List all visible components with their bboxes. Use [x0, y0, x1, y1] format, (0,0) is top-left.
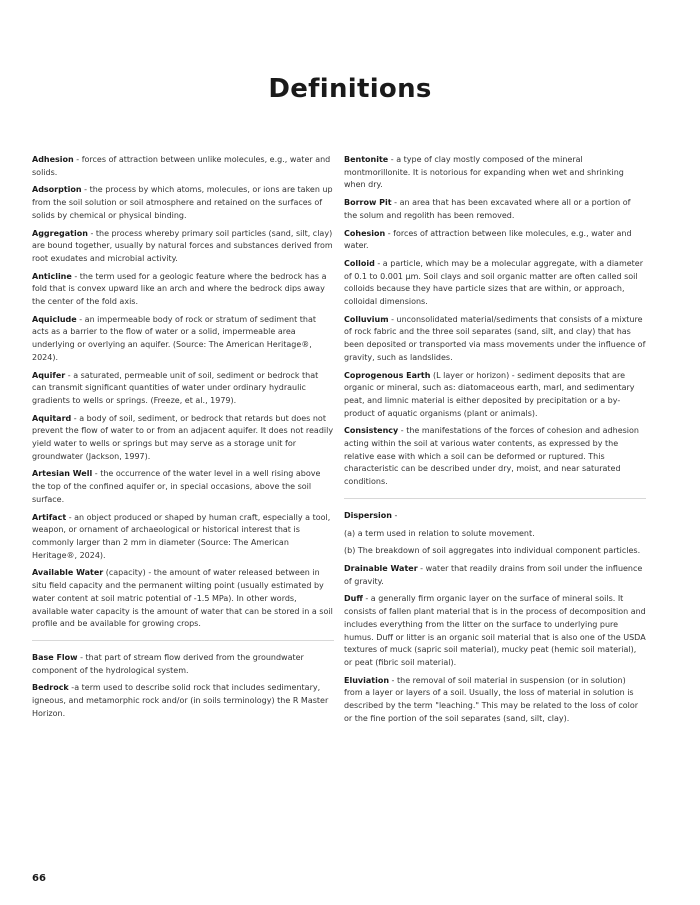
- definition-text: - the process whereby primary soil particles (sand, silt, clay) are bound together, usually by natural forces and substances derived from root exudates and microbial activity.: [32, 228, 333, 263]
- definition-text: - the process by which atoms, molecules, or ions are taken up from the soil solution or soil atmosphere and retained on the surfaces of solids by chemical or physical binding.: [32, 185, 333, 220]
- definition-entry: [32, 228, 334, 266]
- definition-term: Duff: [344, 594, 363, 604]
- definition-text: - water that readily drains from soil under the influence of gravity.: [344, 563, 643, 586]
- definition-term: Bentonite: [344, 155, 389, 164]
- definition-text: -a term used to describe solid rock that includes sedimentary, igneous, and metamorphic rock and/or (in soils terminology) the R Master Horizon.: [32, 683, 329, 718]
- definition-entry: [344, 425, 646, 489]
- definition-term: Bedrock: [32, 683, 69, 693]
- definition-term: Adsorption: [32, 185, 82, 195]
- definition-entry: [344, 314, 646, 365]
- definition-text: - the manifestations of the forces of cohesion and adhesion acting within the soil at various water contents, as expressed by the relative ease with which a soil can be deformed or ruptured. This characteristic can be described under dry, moist, and near saturated conditions.: [344, 426, 639, 487]
- definition-term: Artesian Well: [32, 469, 93, 479]
- definition-text: - that part of stream flow derived from the groundwater component of the hydrological system.: [32, 652, 304, 675]
- definition-text: - an impermeable body of rock or stratum of sediment that acts as a barrier to the flow of water or a solid, impermeable area underlying or overlying an aquifer. (Source: The American Heritage®, 2024).: [32, 314, 317, 362]
- definition-text: - a body of soil, sediment, or bedrock that retards but does not prevent the flow of water to or from an adjacent aquifer. It does not readily yield water to wells or springs but may serve as a storage unit for groundwater (Jackson, 1997).: [32, 413, 334, 461]
- definition-entry: [32, 468, 334, 506]
- definition-text: - the removal of soil material in suspension (or in solution) from a layer or layers of a soil. Usually, the loss of material in solution is described by the term "leaching." This may be related to the loss of color or the fine portion of the soil separates (sand, silt, clay).: [344, 675, 639, 723]
- definition-term: Artifact: [32, 512, 67, 522]
- definition-text: -: [391, 510, 398, 520]
- left-entries: [32, 154, 334, 631]
- definition-term: Base Flow: [32, 652, 78, 662]
- definition-entry: [344, 154, 646, 192]
- definition-term: Aquiclude: [32, 314, 77, 324]
- right-column: [344, 154, 646, 730]
- definition-entry: [344, 197, 646, 222]
- definition-entry: [32, 652, 334, 677]
- definition-term: Drainable Water: [344, 563, 418, 573]
- definition-text: (L layer or horizon) - sediment deposits that are organic or mineral, such as: diatomaceous earth, marl, and sedimentary peat, and limnic material is either deposited by precipitation or a by-product of aquatic organisms (plant or animals).: [344, 370, 635, 418]
- definition-text: - forces of attraction between like molecules, e.g., water and water.: [344, 228, 632, 251]
- definition-text: - unconsolidated material/sediments that consists of a mixture of rock fabric and the three soil separates (sand, silt, and clay) that has been deposited or transported via mass movements under the influence of gravity, such as landslides.: [344, 314, 646, 362]
- definition-term: Adhesion: [32, 155, 74, 164]
- left-entries-b: [32, 652, 334, 721]
- definition-term: Colluvium: [344, 314, 389, 324]
- definition-entry: [344, 675, 646, 726]
- definition-entry: [32, 413, 334, 464]
- definition-term: Anticline: [32, 271, 72, 281]
- definition-entry: [344, 370, 646, 421]
- page-number: 66: [32, 873, 46, 884]
- definition-entry: [32, 271, 334, 309]
- definition-text: - a saturated, permeable unit of soil, sediment or bedrock that can transmit significant quantities of water under ordinary hydraulic gradients to wells or springs. (Freeze, et al., 1979).: [32, 370, 319, 405]
- definition-entry: [32, 512, 334, 563]
- right-entries: [344, 154, 646, 489]
- definition-term: Dispersion: [344, 510, 392, 520]
- definition-text: - the occurrence of the water level in a well rising above the top of the confined aquifer or, in special occasions, above the soil surface.: [32, 469, 321, 504]
- section-divider: [344, 498, 646, 499]
- definition-term: Borrow Pit: [344, 198, 392, 208]
- definition-text: - forces of attraction between unlike molecules, e.g., water and solids.: [32, 155, 331, 177]
- definition-entry: [344, 563, 646, 588]
- definition-entry: [344, 228, 646, 253]
- definition-term: Aggregation: [32, 228, 88, 238]
- definition-subitem: (b) The breakdown of soil aggregates into individual component particles.: [344, 546, 641, 556]
- definition-entry: [344, 593, 646, 669]
- section-divider: [32, 640, 334, 641]
- definition-entry: [32, 682, 334, 720]
- page-title: Definitions: [268, 74, 432, 104]
- definition-text: - an object produced or shaped by human craft, especially a tool, weapon, or ornament of archaeological or historical interest that is commonly larger than 2 mm in diameter (Source: The American Heritage®, 2024).: [32, 512, 331, 560]
- definition-term: Available Water: [32, 568, 104, 578]
- definition-text: (capacity) - the amount of water released between in situ field capacity and the permanent wilting point (usually estimated by water content at soil matric potential of -1.5 MPa). In other words, available water capacity is the amount of water that can be stored in a soil profile and be available for growing crops.: [32, 568, 333, 629]
- definition-text: - a generally firm organic layer on the surface of mineral soils. It consists of fallen plant material that is in the process of decomposition and includes everything from the litter on the surface to underlying pure humus. Duff or litter is an organic soil material that is also one of the USDA textures of muck (sapric soil material), mucky peat (hemic soil material), or peat (fibric soil material).: [344, 594, 646, 667]
- definition-entry: [32, 154, 334, 179]
- definition-text: - a type of clay mostly composed of the mineral montmorillonite. It is notorious for expanding when wet and shrinking when dry.: [344, 155, 624, 190]
- left-column: [32, 154, 334, 725]
- definition-entry: [32, 314, 334, 365]
- definition-term: Colloid: [344, 258, 375, 268]
- definition-term: Eluviation: [344, 675, 390, 685]
- right-entries-b: [344, 563, 646, 725]
- definition-term: Cohesion: [344, 228, 386, 238]
- definition-term: Consistency: [344, 426, 399, 436]
- definition-term: Coprogenous Earth: [344, 370, 431, 380]
- definition-text: - a particle, which may be a molecular aggregate, with a diameter of 0.1 to 0.001 µm. Soil clays and soil organic matter are often called soil colloids because they have particle sizes that are within, or approach, colloidal dimensions.: [344, 258, 644, 307]
- definition-entry: [344, 510, 646, 523]
- definition-entry: [32, 567, 334, 631]
- definition-text: - an area that has been excavated where all or a portion of the solum and regolith has been removed.: [344, 198, 631, 220]
- definition-entry: [32, 184, 334, 222]
- definition-entry: [32, 370, 334, 408]
- definition-entry: [344, 258, 646, 309]
- definition-term: Aquitard: [32, 413, 72, 423]
- definition-term: Aquifer: [32, 370, 66, 380]
- definition-text: - the term used for a geologic feature where the bedrock has a fold that is convex upward like an arch and where the bedrock dips away the center of the fold axis.: [32, 271, 327, 307]
- definition-subitem: (a) a term used in relation to solute movement.: [344, 528, 535, 538]
